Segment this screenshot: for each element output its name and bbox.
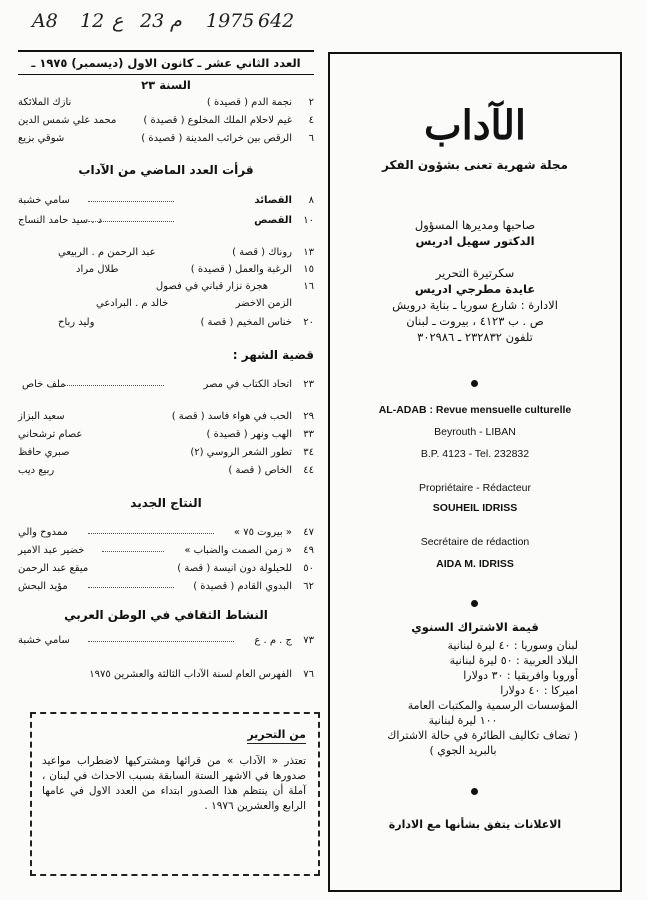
item-title: « بيروت ٧٥ » <box>233 527 292 538</box>
page-number: ٤٤ <box>303 465 314 476</box>
item-title: الزمن الاخضر <box>235 298 292 309</box>
page-number: ٧٦ <box>303 669 314 680</box>
fr-secretary-label: Secrétaire de rédaction <box>420 536 530 548</box>
item-title: اتحاد الكتاب في مصر <box>203 379 292 390</box>
page-number: ١٣ <box>303 247 314 258</box>
rate-line: المؤسسات الرسمية والمكتبات العامة <box>407 699 578 712</box>
toc-row[interactable] <box>18 132 314 146</box>
phone-line: تلفون ٢٣٢٨٣٢ ـ ٣٠٢٩٨٦ <box>417 330 533 344</box>
hand-item: ع <box>112 10 124 32</box>
toc-row[interactable] <box>18 263 314 277</box>
toc-row[interactable] <box>18 194 314 208</box>
section-previous-heading: قرأت العدد الماضي من الآداب <box>78 163 254 177</box>
hand-item: A8 <box>32 10 58 32</box>
address-line-1: الادارة : شارع سوريا ـ بناية درويش <box>392 298 558 312</box>
fr-bp: B.P. 4123 - Tel. 232832 <box>420 448 530 460</box>
item-author: طلال مراد <box>76 264 119 275</box>
item-title: الهب ونهر ( قصيدة ) <box>206 429 292 440</box>
item-title: القصص <box>254 215 292 226</box>
toc-row[interactable] <box>18 464 314 478</box>
item-author: وليد رباح <box>58 317 95 328</box>
toc-row[interactable] <box>18 428 314 442</box>
handwritten-catalog-note <box>0 4 647 38</box>
secretary-name: عايدة مطرجي ادريس <box>414 282 536 296</box>
item-author: خضير عبد الامير <box>18 545 85 556</box>
leader-dots <box>88 641 234 642</box>
page-number: ٢٣ <box>303 379 314 390</box>
toc-row[interactable] <box>18 316 314 330</box>
rates-list <box>348 638 578 758</box>
hand-item: 1975 <box>206 10 255 32</box>
leader-dots <box>64 385 164 386</box>
section-issue-heading: قضية الشهر : <box>232 348 314 362</box>
owner-name: الدكتور سهيل ادريس <box>415 234 535 248</box>
item-author: نازك الملائكة <box>18 97 72 108</box>
ads-note: الاعلانات يتفق بشأنها مع الادارة <box>388 818 562 831</box>
toc-row[interactable] <box>18 634 314 648</box>
leader-dots <box>88 587 174 588</box>
separator-dot <box>471 788 478 795</box>
item-title: القصائد <box>254 195 292 206</box>
rate-line: ( تضاف تكاليف الطائرة في حالة الاشتراك <box>387 729 578 742</box>
page-number: ٢٠ <box>303 317 314 328</box>
fr-title: AL-ADAB : Revue mensuelle culturelle <box>378 404 572 416</box>
item-author: ممدوح والي <box>18 527 68 538</box>
item-title: ج . م . ع <box>254 635 292 646</box>
rates-title: قيمة الاشتراك السنوي <box>411 620 539 634</box>
leader-dots <box>88 201 174 202</box>
toc-row[interactable] <box>18 96 314 110</box>
item-author: ملف خاص <box>22 379 66 390</box>
item-author: د . سيد حامد النساج <box>18 215 103 226</box>
item-title: روناك ( قصة ) <box>232 247 292 258</box>
rate-line: ١٠٠ ليرة لبنانية <box>428 714 498 727</box>
item-author: خالد م . البرادعي <box>96 298 169 309</box>
section-new-heading: النتاج الجديد <box>130 496 202 510</box>
item-title: للحيلولة دون انيسة ( قصة ) <box>177 563 292 574</box>
item-title: الحب في هواء فاسد ( قصة ) <box>171 411 292 422</box>
item-title: خناس المخيم ( قصة ) <box>200 317 292 328</box>
page-number: ٧٣ <box>303 635 314 646</box>
toc-row[interactable] <box>18 668 314 682</box>
page-number: ٤٧ <box>303 527 314 538</box>
editor-note-box <box>30 712 320 876</box>
item-title: تطور الشعر الروسي (٢) <box>190 447 292 458</box>
toc-row[interactable] <box>18 580 314 594</box>
item-author: ربيع ديب <box>18 465 55 476</box>
page-number: ٣٣ <box>303 429 314 440</box>
rate-line: لبنان وسوريا : ٤٠ ليرة لبنانية <box>447 639 578 652</box>
toc-row[interactable] <box>18 378 314 392</box>
toc-row[interactable] <box>18 446 314 460</box>
magazine-subtitle: مجلة شهرية تعنى بشؤون الفكر <box>382 158 568 172</box>
toc-row[interactable] <box>18 410 314 424</box>
page-number: ٣٤ <box>303 447 314 458</box>
page-number: ٤ <box>308 115 314 126</box>
item-author: عبد الرحمن م . الربيعي <box>58 247 156 258</box>
item-title: الرغبة والعمل ( قصيدة ) <box>190 264 292 275</box>
page-number: ٦ <box>308 133 314 144</box>
hand-item: 642 <box>258 10 295 32</box>
item-author: عصام ترشحاني <box>18 429 83 440</box>
page-number: ٥٠ <box>303 563 314 574</box>
item-author: صبري حافظ <box>18 447 70 458</box>
hand-item: 23 <box>140 10 165 32</box>
item-title: الفهرس العام لسنة الآداب الثالثة والعشرين ١٩٧٥ <box>89 669 292 680</box>
item-title: غيم لاحلام الملك المخلوع ( قصيدة ) <box>143 115 292 126</box>
item-author: سامي خشبة <box>18 635 70 646</box>
toc-row[interactable] <box>18 297 314 311</box>
item-author: سعيد البزاز <box>18 411 65 422</box>
page-number: ١٦ <box>303 281 314 292</box>
page-number: ١٥ <box>303 264 314 275</box>
issue-line: العدد الثاني عشر ـ كانون الاول (ديسمبر) ١٩٧٥ ـ السنة ٢٣ <box>18 50 314 75</box>
fr-city: Beyrouth - LIBAN <box>434 426 516 438</box>
fr-owner-name: SOUHEIL IDRISS <box>432 502 518 514</box>
editor-note-heading: من التحرير <box>247 728 306 744</box>
toc-row[interactable] <box>18 214 314 228</box>
item-author: سامي خشبة <box>18 195 70 206</box>
item-title: نجمة الدم ( قصيدة ) <box>206 97 292 108</box>
rate-line: البلاد العربية : ٥٠ ليرة لبنانية <box>449 654 578 667</box>
item-author: مؤيد البحش <box>18 581 68 592</box>
secretary-label: سكرتيرة التحرير <box>435 266 515 280</box>
item-title: الرقص بين خرائب المدينة ( قصيدة ) <box>141 133 292 144</box>
separator-dot <box>471 600 478 607</box>
page-number: ١٠ <box>303 215 314 226</box>
toc-row[interactable] <box>18 562 314 576</box>
owner-label: صاحبها ومديرها المسؤول <box>414 218 536 232</box>
hand-item: م <box>170 10 182 32</box>
leader-dots <box>102 551 164 552</box>
item-title: الخاص ( قصة ) <box>228 465 292 476</box>
section-activity-heading: النشاط الثقافي في الوطن العربي <box>64 608 268 622</box>
address-line-2: ص . ب ٤١٢٣ ، بيروت ـ لبنان <box>406 314 544 328</box>
page-number: ٨ <box>308 195 314 206</box>
item-title: هجرة نزار قباني في فصول <box>155 281 268 292</box>
item-author: شوقي بزيع <box>18 133 65 144</box>
leader-dots <box>88 533 214 534</box>
page-number: ٤٩ <box>303 545 314 556</box>
toc-row[interactable] <box>18 246 314 260</box>
hand-item: 12 <box>80 10 105 32</box>
item-title: « زمن الصمت والضباب » <box>184 545 292 556</box>
item-author: محمد علي شمس الدين <box>18 115 117 126</box>
page-number: ٢٩ <box>303 411 314 422</box>
rate-line: اميركا : ٤٠ دولارا <box>500 684 578 697</box>
toc-row[interactable] <box>18 280 314 294</box>
rate-line: أوروبا وافريقيا : ٣٠ دولارا <box>463 669 578 682</box>
toc-row[interactable] <box>18 526 314 540</box>
item-author: ميقع عبد الرحمن <box>18 563 89 574</box>
page-number: ٦٢ <box>303 581 314 592</box>
page-number: ٢ <box>308 97 314 108</box>
magazine-logo: الآداب <box>423 102 527 149</box>
fr-owner-label: Propriétaire - Rédacteur <box>418 482 532 494</box>
rate-line: بالبريد الجوي ) <box>429 744 497 757</box>
separator-dot <box>471 380 478 387</box>
editor-note-body: تعتذر « الآداب » من قرائها ومشتركيها لاضطراب مواعيد صدورها في الاشهر الستة السابقة بسبب الاحداث في لبنان ، آملة أن ينتظم هذا الصدور ابتداء من العدد الاول في عامها الرابع والعشرين ١٩٧٦ . <box>42 755 306 812</box>
toc-row[interactable] <box>18 114 314 128</box>
item-title: البدوي القادم ( قصيدة ) <box>193 581 292 592</box>
fr-secretary-name: AIDA M. IDRISS <box>436 558 514 570</box>
toc-row[interactable] <box>18 544 314 558</box>
masthead-panel <box>328 52 622 892</box>
